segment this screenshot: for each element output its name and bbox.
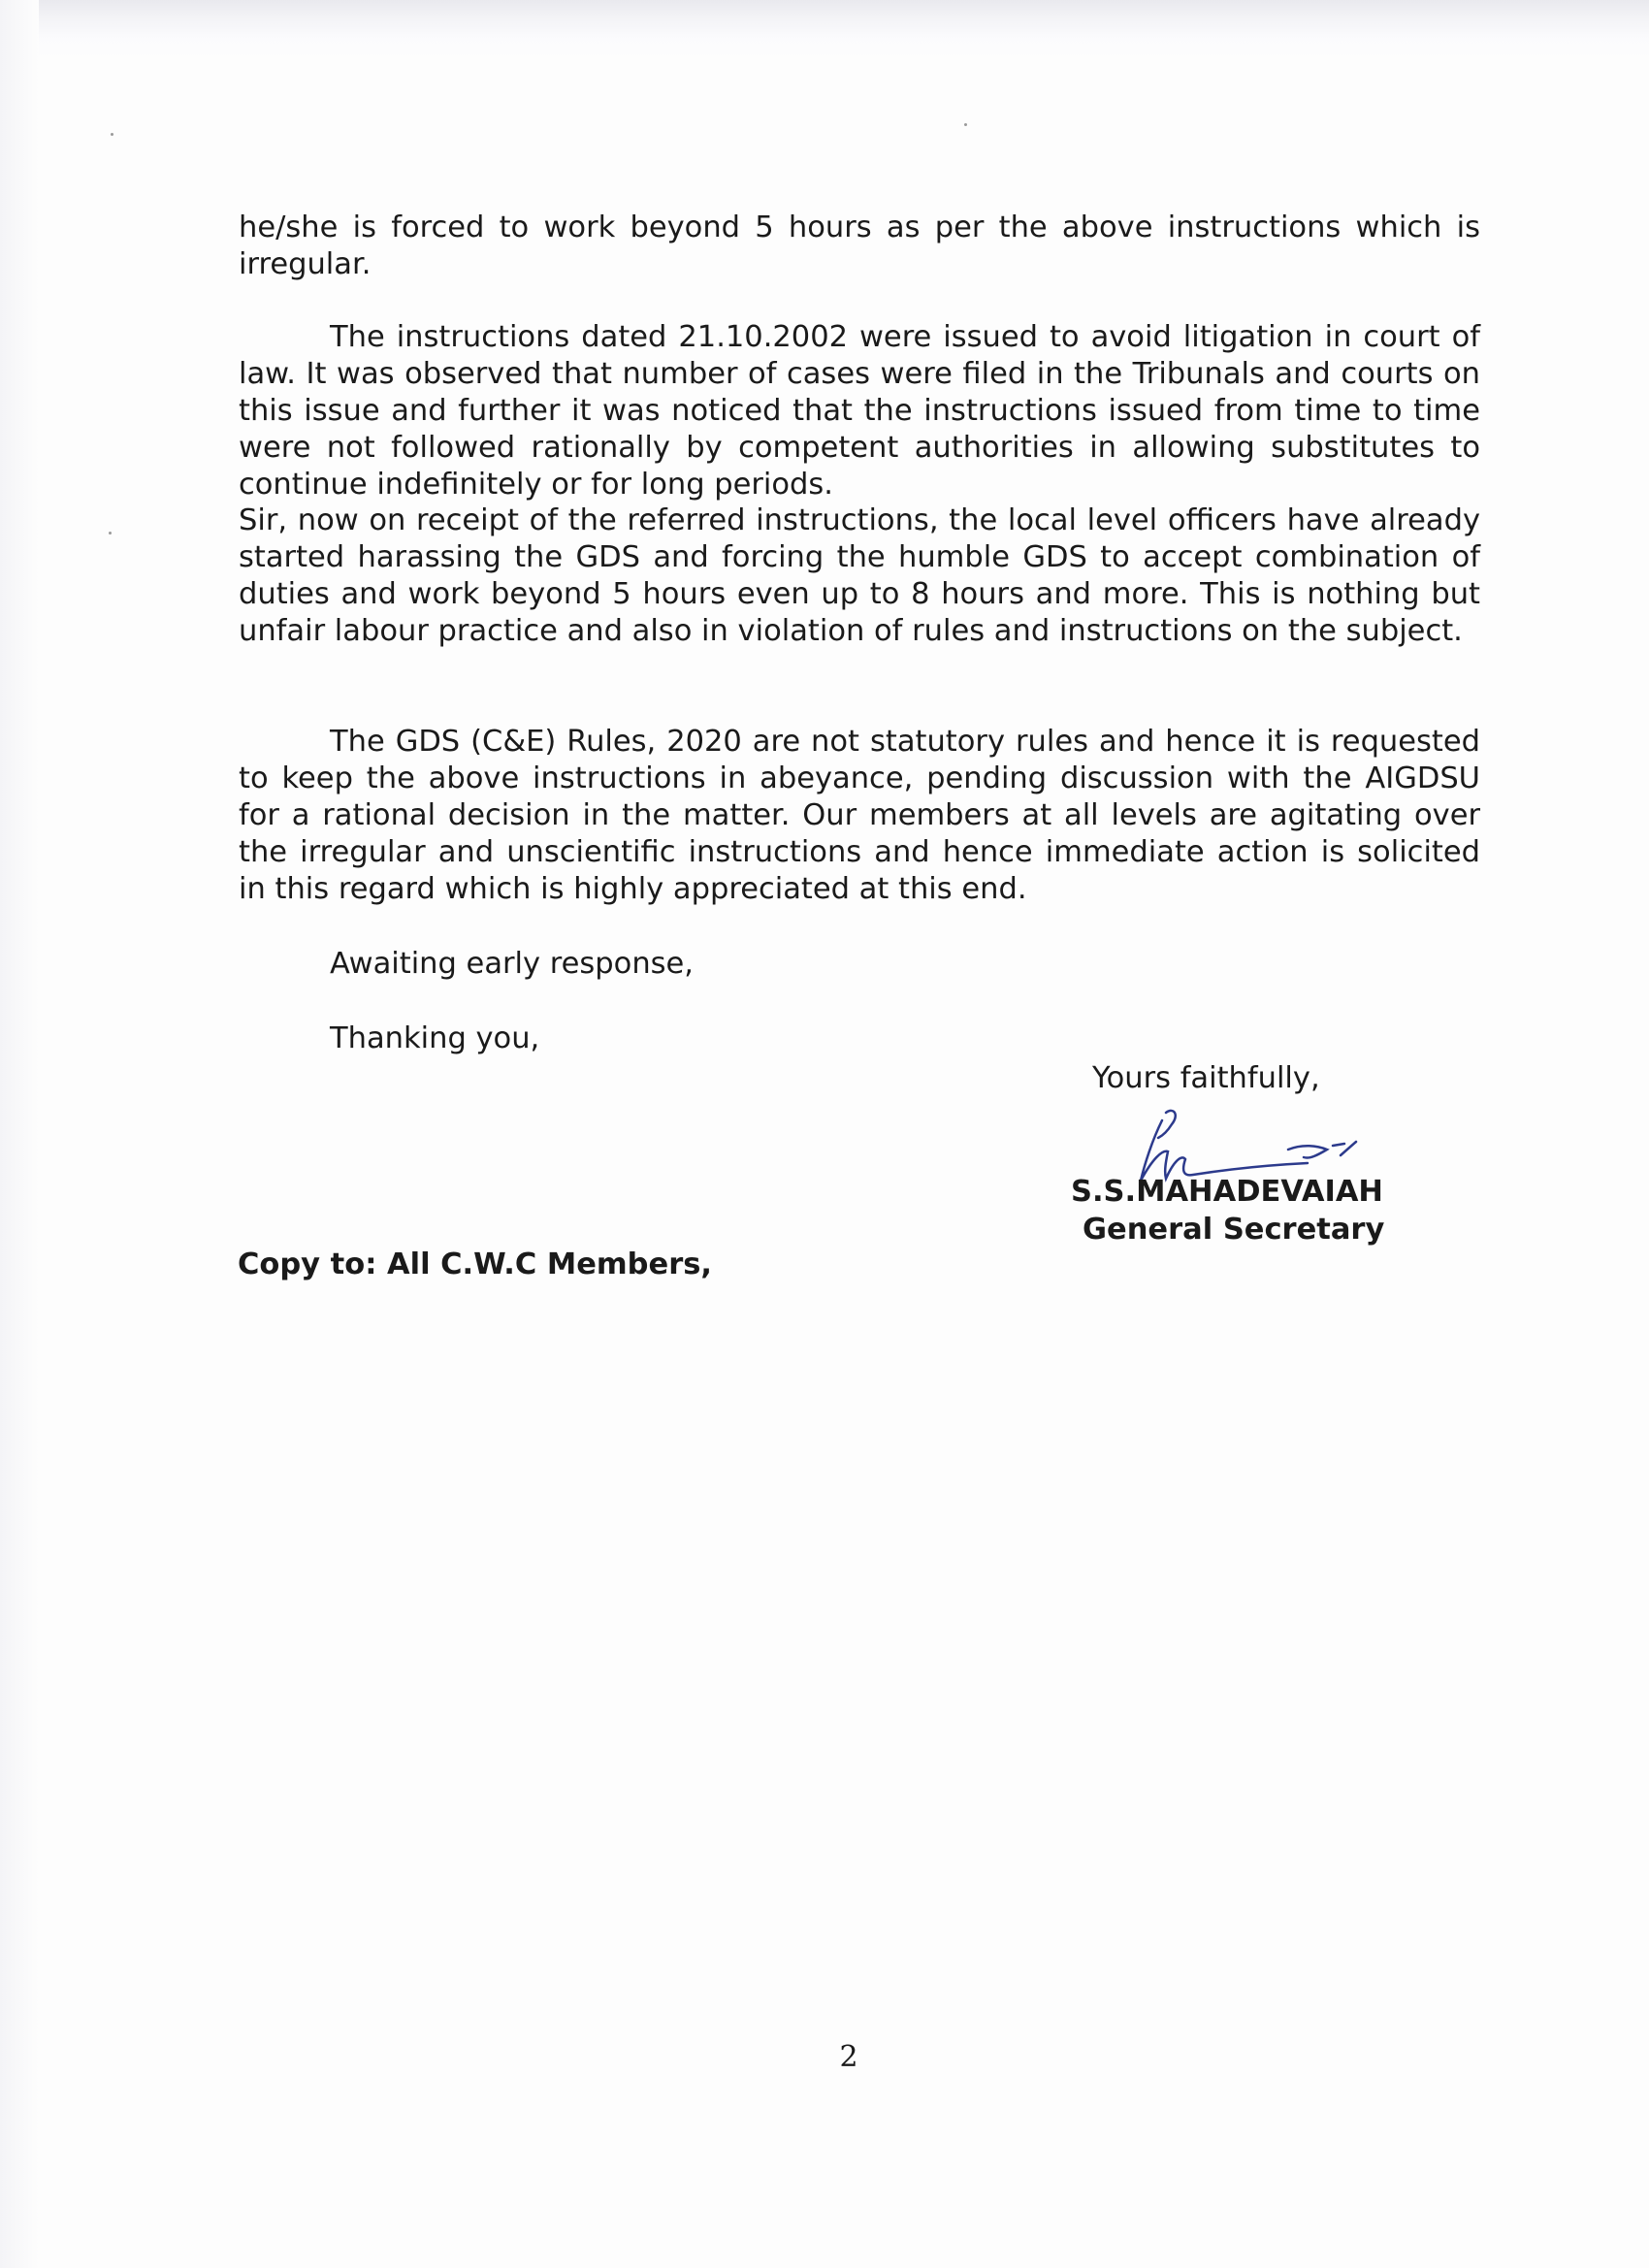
paragraph-instructions-2002: The instructions dated 21.10.2002 were issued to avoid litigation in court of law. It was observed that number of cases were filed in the Tribunals and courts on this issue and further it was noticed that the instructions issued from time to time were not followed rationally by competent authorities in allowing substitutes to continue indefinitely or for long periods. — [239, 320, 1480, 502]
scan-shadow-top — [0, 0, 1649, 58]
closing-line: Yours faithfully, — [1092, 1061, 1320, 1095]
thanking-line: Thanking you, — [330, 1021, 540, 1055]
paragraph-gds-rules: The GDS (C&E) Rules, 2020 are not statutory rules and hence it is requested to keep the above instructions in abeyance, pending discussion with the AIGDSU for a rational decision in the matter. Our members at all levels are agitating over the irregular and unscientific instructions and hence immediate action is solicited in this regard which is highly appreciated at this end. — [239, 725, 1480, 906]
copy-to-line: Copy to: All C.W.C Members, — [238, 1247, 712, 1281]
signatory-name: S.S.MAHADEVAIAH — [1071, 1175, 1383, 1209]
signatory-title: General Secretary — [1083, 1213, 1385, 1247]
awaiting-line: Awaiting early response, — [330, 947, 694, 981]
paragraph-harassment: Sir, now on receipt of the referred instructions, the local level officers have already started harassing the GDS and forcing the humble GDS to accept combination of duties and work beyond 5 hours even up to 8 hours and more. This is nothing but unfair labour practice and also in violation of rules and instructions on the subject. — [239, 503, 1480, 648]
page-number: 2 — [839, 2040, 858, 2074]
scan-speck — [109, 532, 112, 535]
scan-speck — [111, 133, 113, 136]
paragraph-continuation: he/she is forced to work beyond 5 hours as per the above instructions which is irregular. — [239, 211, 1480, 281]
scan-shadow-left — [0, 0, 39, 2268]
scan-speck — [964, 123, 967, 126]
